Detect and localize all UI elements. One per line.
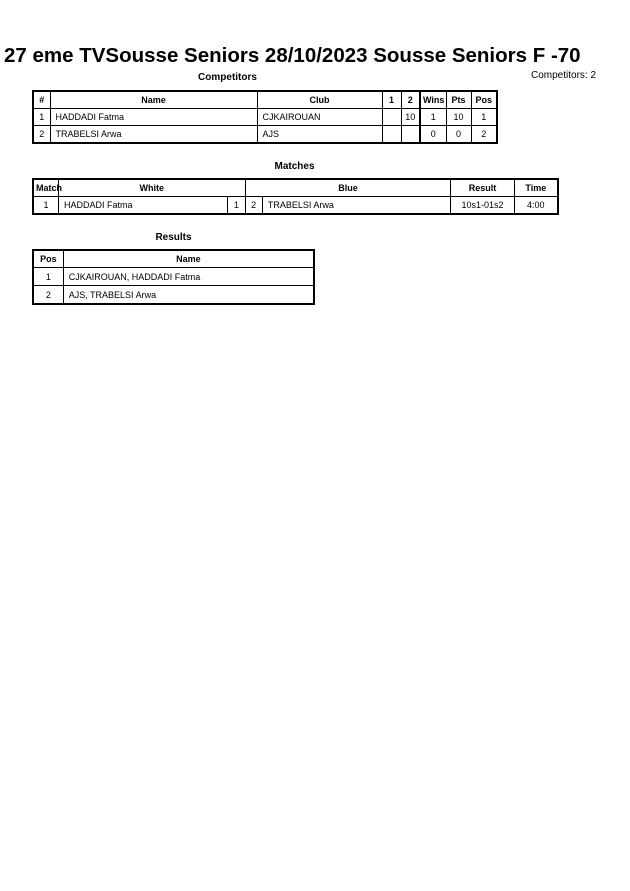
competitors-section-title: Competitors: [198, 72, 257, 83]
competitor-round-2: 10: [401, 109, 420, 126]
col-header-club: Club: [257, 91, 382, 109]
competitors-table: [32, 90, 498, 144]
col-header-round-2: 2: [401, 91, 420, 109]
result-pos: 1: [33, 268, 63, 286]
col-header-name: Name: [63, 250, 314, 268]
match-time: 4:00: [514, 197, 558, 215]
results-header-row: [33, 250, 314, 268]
col-header-blue: Blue: [245, 179, 451, 197]
col-header-time: Time: [514, 179, 558, 197]
results-table: [32, 249, 315, 305]
table-row: [33, 286, 314, 305]
col-header-match: Match: [33, 179, 58, 197]
competitor-round-2: [401, 126, 420, 144]
col-header-pts: Pts: [446, 91, 471, 109]
page-title: 27 eme TVSousse Seniors 28/10/2023 Sousse Seniors F -70: [4, 44, 581, 67]
matches-table: [32, 178, 559, 215]
competitor-club: CJKAIROUAN: [257, 109, 382, 126]
competitor-round-1: [382, 126, 401, 144]
match-blue-name: TRABELSI Arwa: [262, 197, 451, 215]
competitor-pts: 10: [446, 109, 471, 126]
match-result: 10s1-01s2: [451, 197, 514, 215]
col-header-pos: Pos: [33, 250, 63, 268]
match-number: 1: [33, 197, 58, 215]
result-name: AJS, TRABELSI Arwa: [63, 286, 314, 305]
competitor-pos: 1: [471, 109, 497, 126]
matches-section-title: Matches: [274, 161, 315, 172]
matches-header-row: [33, 179, 558, 197]
table-row: [33, 197, 558, 215]
competitor-num: 1: [33, 109, 50, 126]
competitors-header-row: [33, 91, 497, 109]
competitor-wins: 1: [420, 109, 446, 126]
match-blue-score: 2: [245, 197, 262, 215]
match-white-score: 1: [228, 197, 245, 215]
results-section-title: Results: [155, 232, 192, 243]
col-header-result: Result: [451, 179, 514, 197]
col-header-wins: Wins: [420, 91, 446, 109]
competitor-wins: 0: [420, 126, 446, 144]
competitors-count: Competitors: 2: [531, 70, 597, 81]
competitor-name: HADDADI Fatma: [50, 109, 257, 126]
col-header-white: White: [58, 179, 245, 197]
competitor-pos: 2: [471, 126, 497, 144]
result-pos: 2: [33, 286, 63, 305]
competitor-num: 2: [33, 126, 50, 144]
table-row: [33, 268, 314, 286]
col-header-round-1: 1: [382, 91, 401, 109]
competitor-round-1: [382, 109, 401, 126]
competitor-pts: 0: [446, 126, 471, 144]
result-name: CJKAIROUAN, HADDADI Fatma: [63, 268, 314, 286]
col-header-num: #: [33, 91, 50, 109]
table-row: [33, 126, 497, 144]
competitor-name: TRABELSI Arwa: [50, 126, 257, 144]
competitor-club: AJS: [257, 126, 382, 144]
col-header-pos: Pos: [471, 91, 497, 109]
match-white-name: HADDADI Fatma: [58, 197, 227, 215]
col-header-name: Name: [50, 91, 257, 109]
table-row: [33, 109, 497, 126]
